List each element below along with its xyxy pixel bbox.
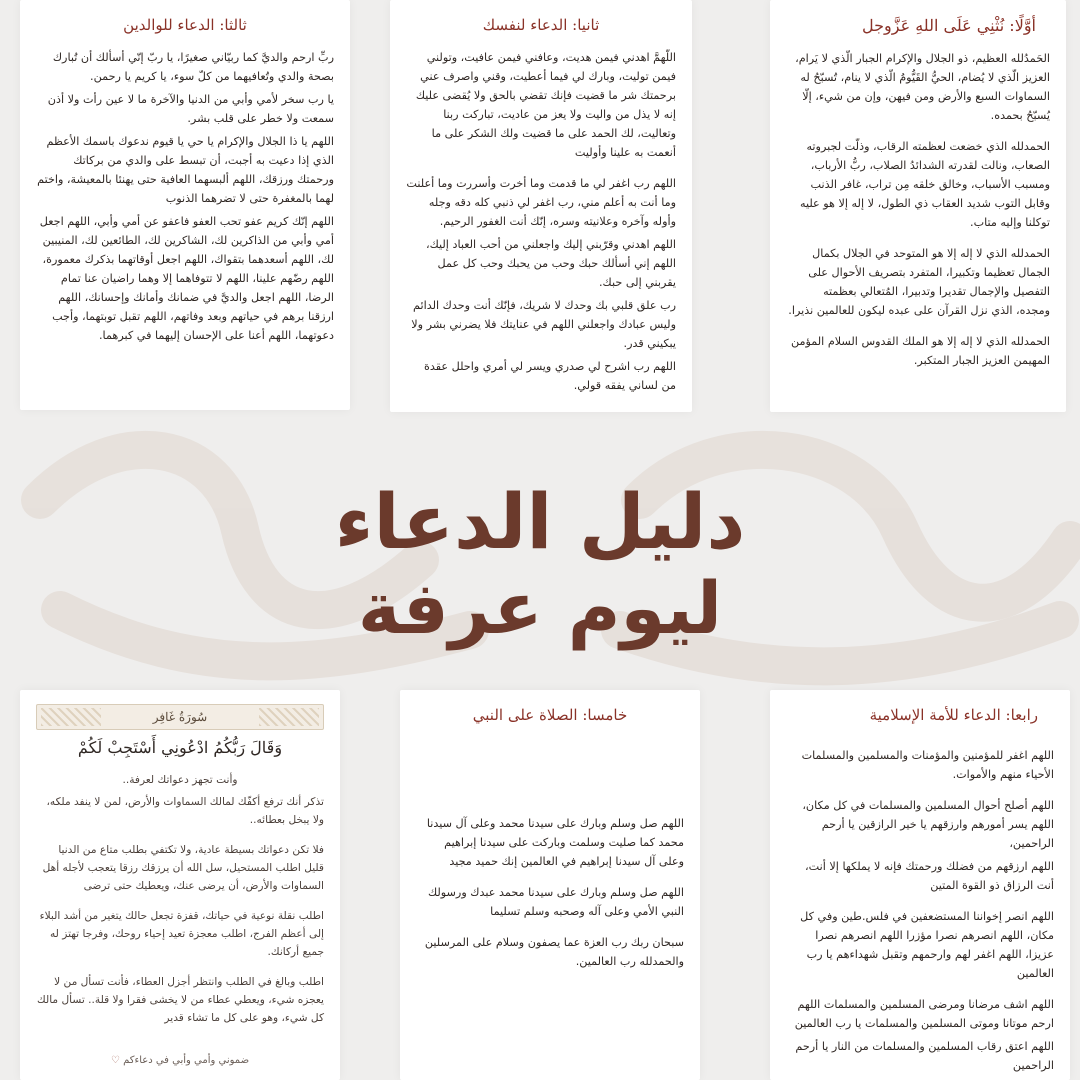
section-ummah-card [770,690,1070,1080]
section-praise-paragraph: الحمدلله الذي خضعت لعظمته الرقاب، وذلّت لجبروته الصعاب، ونالت لقدرته الشدائدُ الصلاب، ربُّ الأرباب، ومسبب الأسباب، وخالق خلقه مِن تراب، غافر الذنب وقابل التوب شديد العقاب ذي الطول، لا إله إلا هو عليه توكلنا وإليه متاب. [799,140,1050,229]
main-title-line-2: ليوم عرفة [357,566,723,650]
section-self-paragraph: اللّهمَّ اهدني فيمن هديت، وعافني فيمن عافيت، وتولني فيمن توليت، وبارك لي فيما أعطيت، وقني واصرف عني برحمتك شر ما قضيت فإنك تقضي بالحق ولا يُقضى عليك إنه لا يذل من واليت ولا يعز من عاديت، تباركت ربنا وتعاليت، لك الحمد على ما قضيت ولك الشكر على ما أنعمت به علينا وأوليت [415,51,676,159]
ornament-left-icon [41,708,101,726]
section-parents-card [20,0,350,410]
reflection-paragraph: تذكر أنك ترفع أكفّك لمالك السماوات والأرض، لمن لا ينفد ملكه، ولا يبخل بعطائه.. [46,796,324,826]
section-ummah-heading: رابعا: الدعاء للأمة الإسلامية [869,706,1038,724]
reflection-paragraph: وأنت تجهز دعواتك لعرفة.. [122,774,238,786]
section-praise-heading: أوَّلًا: نُثْنِي عَلَى اللهِ عَزَّوجل [862,16,1036,35]
section-ummah-paragraph: اللهم اعتق رقاب المسلمين والمسلمات من النار يا أرحم الراحمين [795,1040,1054,1072]
section-salawat-card [400,690,700,1080]
section-parents-paragraph: اللهم إنّك كريم عفو تحب العفو فاعفو عن أمي وأبي، اللهم اجعل أمي وأبي من الذاكرين لك، الشاكرين لك، الطائعين لك، المنيبين لك، اللهم أسعدهما بتقواك، اللهم اجعل أوقاتهما بذكرك معمورة، اللهم رضّهم علينا، اللهم لا تتوفاهما إلا وهما راضيان عنا تمام الرضا، اللهم اجعل والديَّ في ضمانك وأمانك وإحسانك، اللهم ارزقنا برهم في حياتهم وبعد وفاتهم، اللهم تقبل توبتهما، وأجب دعوتهما، اللهم أعنا على الإحسان إليهما في كبرهما. [39,215,334,342]
reflection-paragraph: فلا تكن دعواتك بسيطة عادية، ولا تكتفي بطلب متاع من الدنيا قليل اطلب المستحيل، سل الله أن يرزقك رزقا يتعجب لأجله أهل السماوات والأرض، أن يرضى عنك، ويعطيك حتى ترضى [42,844,324,892]
section-parents-paragraph: ربِّ ارحم والديَّ كما ربيّاني صغيرًا، يا ربّ إنّي أسألك أن تُبارك بصحة والدي وتُعافيهما من كلّ سوء، يا كريم يا رحمن. [52,51,334,83]
section-parents-heading: ثالثا: الدعاء للوالدين [123,16,247,34]
section-ummah-paragraph: اللهم ارزقهم من فضلك ورحمتك فإنه لا يملكها إلا أنت، أنت الرزاق ذو القوة المتين [805,860,1054,892]
section-praise-paragraph: الحمدلله الذي لا إله إلا هو المتوحد في الجلال بكمال الجمال تعظيما وتكبيرا، المتفرد بتصريف الأحوال على التفصيل والإجمال تقديرا وتدبيرا، المُتعالي بعظمته ومجده، الذي نزل القرآن على عبده ليكون للعالمين نذيرا. [788,247,1050,317]
footer-note [20,1055,340,1066]
quran-verse: وَقَالَ رَبُّكُمُ ادْعُونِي أَسْتَجِبْ لَكُمْ [77,738,283,757]
section-ummah-paragraph: اللهم اشف مرضانا ومرضى المسلمين والمسلمات اللهم ارحم موتانا وموتى المسلمين والمسلمات يا رب العالمين [794,998,1054,1030]
main-title [260,478,820,650]
main-title-line-1: دليل الدعاء [334,477,746,566]
section-parents-paragraph: اللهم يا ذا الجلال والإكرام يا حي يا قيوم ندعوك باسمك الأعظم الذي إذا دعيت به أجبت، أن تبسط على والدي من بركاتك ورحمتك ورزقك، اللهم ألبسهما العافية حتى يهنئا بالمعيشة، واختم لهما بالمغفرة حتى لا تضرهما الذنوب [37,135,334,205]
heart-icon: ♡ [110,1055,120,1066]
section-salawat-paragraph: اللهم صل وسلم وبارك على سيدنا محمد وعلى آل سيدنا محمد كما صليت وسلمت وباركت على سيدنا إبراهيم وعلى آل سيدنا إبراهيم في العالمين إنك حميد مجيد [426,817,684,868]
reflection-paragraph: اطلب نقلة نوعية في حياتك، قفزة تجعل حالك يتغير من أشد البلاء إلى أعظم الفرج، اطلب معجزة تعيد إحياء روحك، وفرجا تهتز له جميع أركانك. [39,910,324,958]
section-reflection-card [20,690,340,1080]
section-ummah-paragraph: اللهم اغفر للمؤمنين والمؤمنات والمسلمين والمسلمات الأحياء منهم والأموات. [801,749,1054,781]
ornament-right-icon [259,708,319,726]
footer-note-text: ضموني وأمي وأبي في دعاءكم [123,1055,250,1066]
reflection-paragraph: اطلب وبالغ في الطلب وانتظر أجزل العطاء، فأنت تسأل من لا يعجزه شيء، ويعطي عطاء من لا يخشى فقرا ولا قلة.. تسأل مالك كل شيء، وهو على كل ما تشاء قدير [37,976,324,1024]
section-praise-paragraph: الحَمدُلله العظيم، ذو الجلال والإكرام الجبار الّذي لا يَرام، العزيز الّذي لا يُضام، الحيُّ القَيُّومُ الّذي لا ينام، تُسبّحُ له السماوات السبع والأرض ومن فيهن، وإن من شيء، إلّا يُسبّحُ بحمده. [795,52,1050,122]
section-ummah-paragraph: اللهم أصلح أحوال المسلمين والمسلمات في كل مكان، اللهم يسر أمورهم وارزقهم يا خير الرازقين يا أرحم الراحمين، [802,799,1054,850]
surah-banner [36,704,324,730]
section-salawat-heading: خامسا: الصلاة على النبي [472,706,628,724]
section-parents-paragraph: يا رب سخر لأمي وأبي من الدنيا والآخرة ما لا عين رأت ولا أذن سمعت ولا خطر على قلب بشر. [47,93,334,125]
section-praise-card [770,0,1066,412]
section-ummah-paragraph: اللهم انصر إخواننا المستضعفين في فلس.طين وفي كل مكان، اللهم انصرهم نصرا مؤزرا اللهم انصرهم نصرا عزيزا، اللهم اغفر لهم وارحمهم وتقبل شهداءهم يا رب العالمين [800,910,1054,980]
section-self-heading: ثانيا: الدعاء لنفسك [482,16,600,34]
section-self-paragraph: اللهم رب اشرح لي صدري ويسر لي أمري واحلل عقدة من لساني يفقه قولي. [423,360,676,392]
section-praise-paragraph: الحمدلله الذي لا إله إلا هو الملك القدوس السلام المؤمن المهيمن العزيز الجبار المتكبر. [790,335,1050,367]
surah-name: سُورَةُ غَافِر [145,710,215,724]
section-self-card [390,0,692,412]
section-salawat-paragraph: اللهم صل وسلم وبارك على سيدنا محمد عبدك ورسولك النبي الأمي وعلى آله وصحبه وسلم تسليما [427,886,684,918]
section-salawat-paragraph: سبحان ربك رب العزة عما يصفون وسلام على المرسلين والحمدلله رب العالمين. [424,936,684,968]
section-self-paragraph: اللهم رب اغفر لي ما قدمت وما أخرت وأسررت وما أعلنت وما أنت به أعلم مني، رب اغفر لي ذنبي كله دقه وجله وأوله وآخره وعلانيته وسره، إنّك أنت الغفور الرحيم. [406,177,676,228]
section-self-paragraph: اللهم اهدني وقرّبني إليك واجعلني من أحب العباد إليك، اللهم إني أسألك حبك وحب من يحبك وحب كل عمل يقربني إلى حبك. [425,238,676,289]
section-self-paragraph: رب علق قلبي بك وحدك لا شريك، فإنّك أنت وحدك الدائم وليس عبادك واجعلني اللهم في عنايتك فلا يضرني بشر ولا يبكيني قدر. [411,299,676,350]
